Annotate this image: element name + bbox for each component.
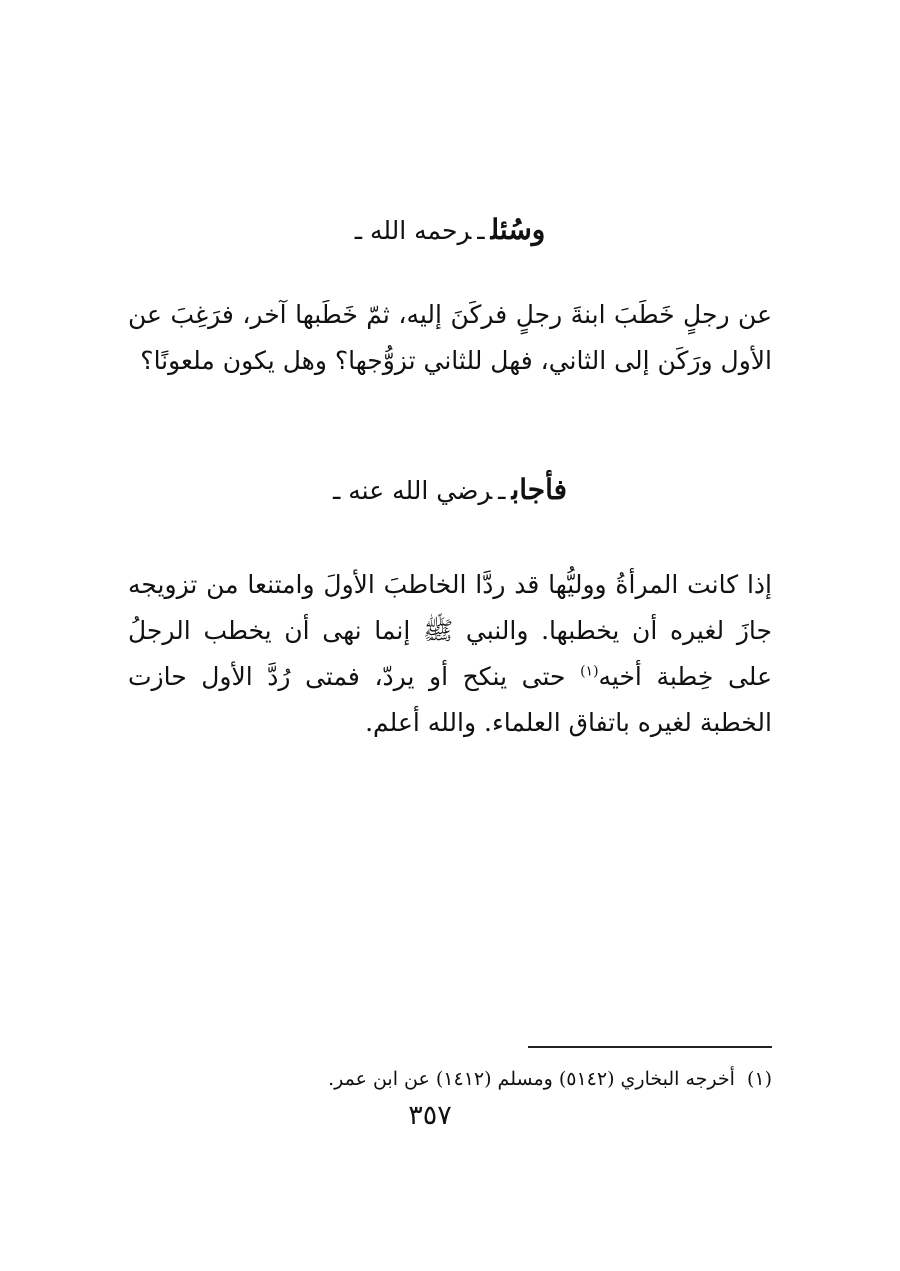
question-heading-rest: رحمه الله ـ [354,216,472,245]
question-heading-dash: ـ [477,216,485,245]
footnote-divider [528,1046,772,1048]
answer-heading-bold: فأجاب [511,473,568,506]
answer-text-part1: إذا كانت المرأةُ ووليُّها قد ردَّا الخاطبَ الأولَ وامتنعا من تزويجه جازَ لغيره أن يخطبها. والنبي ﷺ إنما نهى أن يخطب الرجلُ على خِطبة أخيه [128,570,772,691]
footnote-reference[interactable]: (١) [580,663,599,680]
answer-text-part2: حتى ينكح أو يردّ، فمتى رُدَّ الأول حازت الخطبة لغيره باتفاق العلماء. والله أعلم. [128,662,772,737]
footnote-number: (١) [746,1068,772,1090]
answer-heading-rest: رضي الله عنه ـ [332,476,493,505]
question-heading-bold: وسُئل [490,213,546,246]
footnote [240,1064,772,1094]
answer-heading [130,472,770,509]
answer-heading-dash: ـ [498,476,506,505]
question-heading [130,212,770,249]
footnote-text: أخرجه البخاري (٥١٤٢) ومسلم (١٤١٢) عن ابن عمر. [328,1068,735,1090]
answer-paragraph [128,562,772,746]
page-number: ٣٥٧ [408,1100,452,1131]
question-paragraph: عن رجلٍ خَطَبَ ابنةَ رجلٍ فركَنَ إليه، ثمّ خَطَبها آخر، فرَغِبَ عن الأول ورَكَن إلى الثاني، فهل للثاني تزوُّجها؟ وهل يكون ملعونًا؟ [128,300,772,375]
